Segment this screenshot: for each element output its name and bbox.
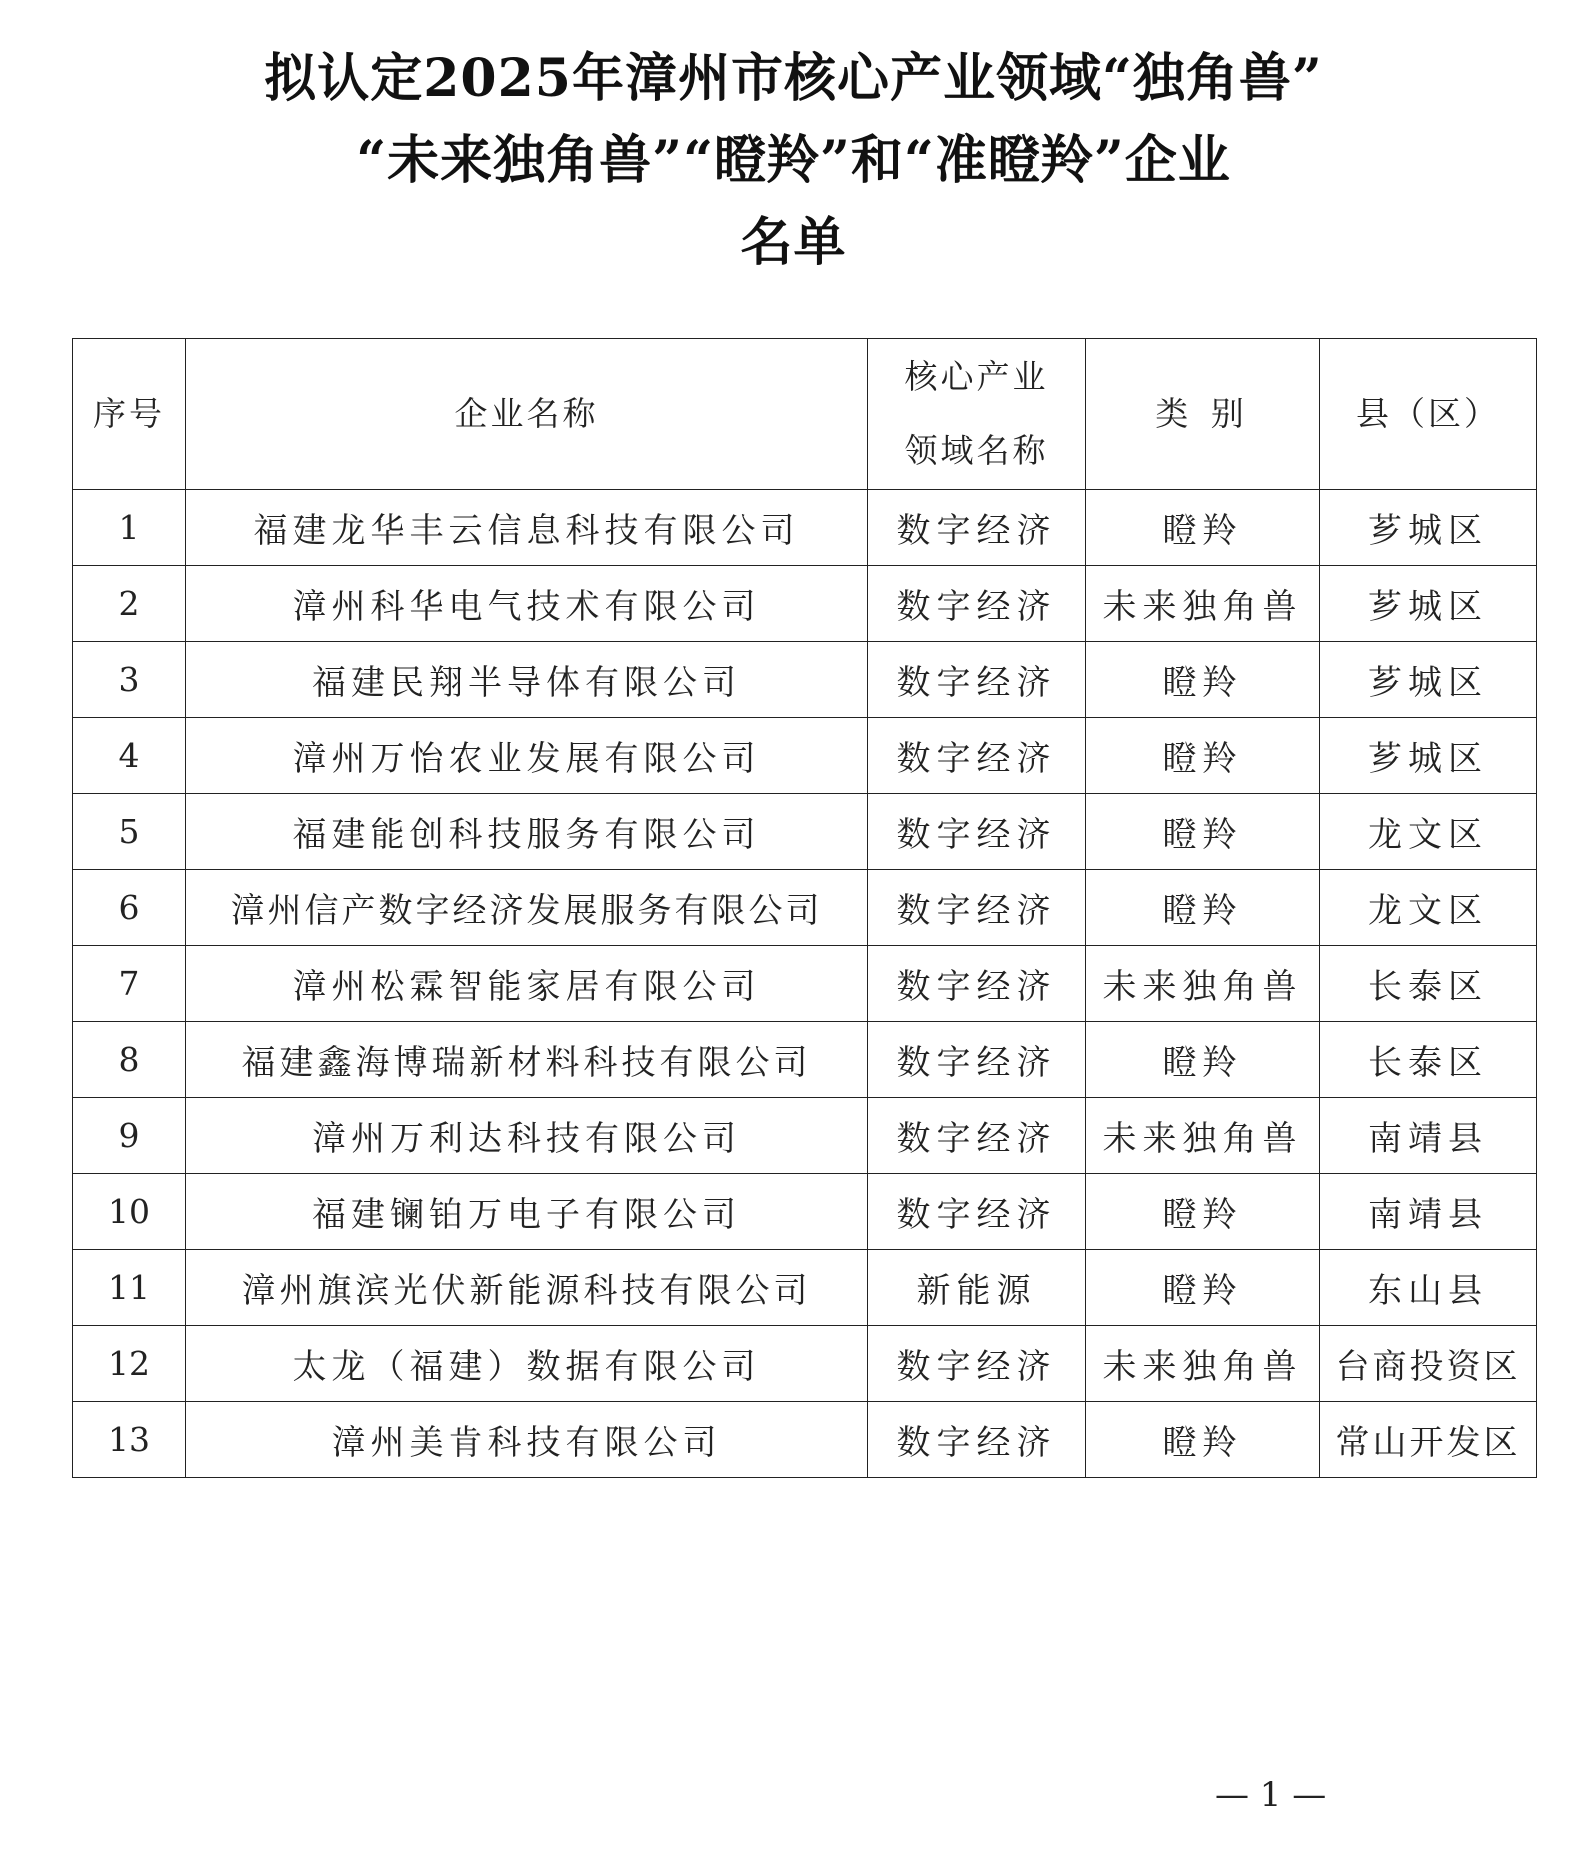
cell-field: 数字经济 <box>868 794 1086 870</box>
cell-district: 芗城区 <box>1320 718 1537 794</box>
cell-index: 9 <box>73 1098 186 1174</box>
cell-field: 数字经济 <box>868 1098 1086 1174</box>
cell-category: 瞪羚 <box>1086 1402 1320 1478</box>
cell-field: 数字经济 <box>868 642 1086 718</box>
cell-district: 芗城区 <box>1320 642 1537 718</box>
cell-field: 新能源 <box>868 1250 1086 1326</box>
table-row <box>73 1098 1537 1174</box>
cell-district: 东山县 <box>1320 1250 1537 1326</box>
cell-company: 福建能创科技服务有限公司 <box>186 794 868 870</box>
cell-district: 龙文区 <box>1320 870 1537 946</box>
table-row <box>73 870 1537 946</box>
title-line-1: 拟认定2025年漳州市核心产业领域“独角兽” <box>264 48 1323 109</box>
cell-field: 数字经济 <box>868 870 1086 946</box>
header-company: 企业名称 <box>186 339 868 490</box>
cell-field: 数字经济 <box>868 1174 1086 1250</box>
cell-field: 数字经济 <box>868 718 1086 794</box>
header-index: 序号 <box>73 339 186 490</box>
cell-index: 11 <box>73 1250 186 1326</box>
cell-category: 未来独角兽 <box>1086 946 1320 1022</box>
cell-category: 瞪羚 <box>1086 794 1320 870</box>
table-row <box>73 1402 1537 1478</box>
cell-index: 3 <box>73 642 186 718</box>
header-field-line-1: 核心产业 <box>904 357 1049 396</box>
cell-category: 瞪羚 <box>1086 1022 1320 1098</box>
title-line-3: 名单 <box>740 212 847 273</box>
table-row <box>73 794 1537 870</box>
cell-company: 漳州万利达科技有限公司 <box>186 1098 868 1174</box>
table-row <box>73 1174 1537 1250</box>
cell-category: 未来独角兽 <box>1086 566 1320 642</box>
cell-company: 太龙（福建）数据有限公司 <box>186 1326 868 1402</box>
table-row <box>73 1022 1537 1098</box>
cell-company: 漳州科华电气技术有限公司 <box>186 566 868 642</box>
cell-index: 1 <box>73 490 186 566</box>
cell-field: 数字经济 <box>868 946 1086 1022</box>
cell-district: 龙文区 <box>1320 794 1537 870</box>
cell-district: 长泰区 <box>1320 946 1537 1022</box>
table-row <box>73 1326 1537 1402</box>
header-field <box>868 339 1086 490</box>
cell-category: 瞪羚 <box>1086 642 1320 718</box>
cell-index: 8 <box>73 1022 186 1098</box>
header-district: 县（区） <box>1320 339 1537 490</box>
document-title <box>0 38 1587 284</box>
cell-company: 漳州万怡农业发展有限公司 <box>186 718 868 794</box>
cell-district: 南靖县 <box>1320 1098 1537 1174</box>
cell-district: 芗城区 <box>1320 566 1537 642</box>
cell-company: 福建鑫海博瑞新材料科技有限公司 <box>186 1022 868 1098</box>
cell-field: 数字经济 <box>868 1022 1086 1098</box>
header-category: 类 别 <box>1086 339 1320 490</box>
cell-category: 未来独角兽 <box>1086 1326 1320 1402</box>
cell-index: 7 <box>73 946 186 1022</box>
cell-company: 漳州旗滨光伏新能源科技有限公司 <box>186 1250 868 1326</box>
table-row <box>73 718 1537 794</box>
cell-index: 4 <box>73 718 186 794</box>
cell-district: 常山开发区 <box>1320 1402 1537 1478</box>
cell-company: 福建龙华丰云信息科技有限公司 <box>186 490 868 566</box>
cell-category: 未来独角兽 <box>1086 1098 1320 1174</box>
cell-index: 13 <box>73 1402 186 1478</box>
cell-category: 瞪羚 <box>1086 870 1320 946</box>
table-row <box>73 1250 1537 1326</box>
cell-field: 数字经济 <box>868 1326 1086 1402</box>
cell-field: 数字经济 <box>868 1402 1086 1478</box>
cell-company: 福建民翔半导体有限公司 <box>186 642 868 718</box>
cell-category: 瞪羚 <box>1086 1174 1320 1250</box>
table-row <box>73 946 1537 1022</box>
cell-index: 5 <box>73 794 186 870</box>
table-header-row <box>73 339 1537 490</box>
cell-district: 长泰区 <box>1320 1022 1537 1098</box>
cell-district: 南靖县 <box>1320 1174 1537 1250</box>
table-row <box>73 490 1537 566</box>
page-number: — 1 — <box>1215 1775 1327 1815</box>
cell-district: 芗城区 <box>1320 490 1537 566</box>
cell-category: 瞪羚 <box>1086 1250 1320 1326</box>
cell-index: 10 <box>73 1174 186 1250</box>
cell-company: 福建镧铂万电子有限公司 <box>186 1174 868 1250</box>
cell-category: 瞪羚 <box>1086 718 1320 794</box>
table-row <box>73 642 1537 718</box>
cell-company: 漳州松霖智能家居有限公司 <box>186 946 868 1022</box>
cell-index: 12 <box>73 1326 186 1402</box>
cell-index: 6 <box>73 870 186 946</box>
cell-field: 数字经济 <box>868 490 1086 566</box>
cell-company: 漳州美肯科技有限公司 <box>186 1402 868 1478</box>
header-field-line-2: 领域名称 <box>904 431 1049 470</box>
enterprise-table <box>72 338 1537 1478</box>
cell-category: 瞪羚 <box>1086 490 1320 566</box>
cell-field: 数字经济 <box>868 566 1086 642</box>
title-line-2: “未来独角兽”“瞪羚”和“准瞪羚”企业 <box>356 130 1231 191</box>
cell-company: 漳州信产数字经济发展服务有限公司 <box>186 870 868 946</box>
cell-district: 台商投资区 <box>1320 1326 1537 1402</box>
cell-index: 2 <box>73 566 186 642</box>
table-row <box>73 566 1537 642</box>
